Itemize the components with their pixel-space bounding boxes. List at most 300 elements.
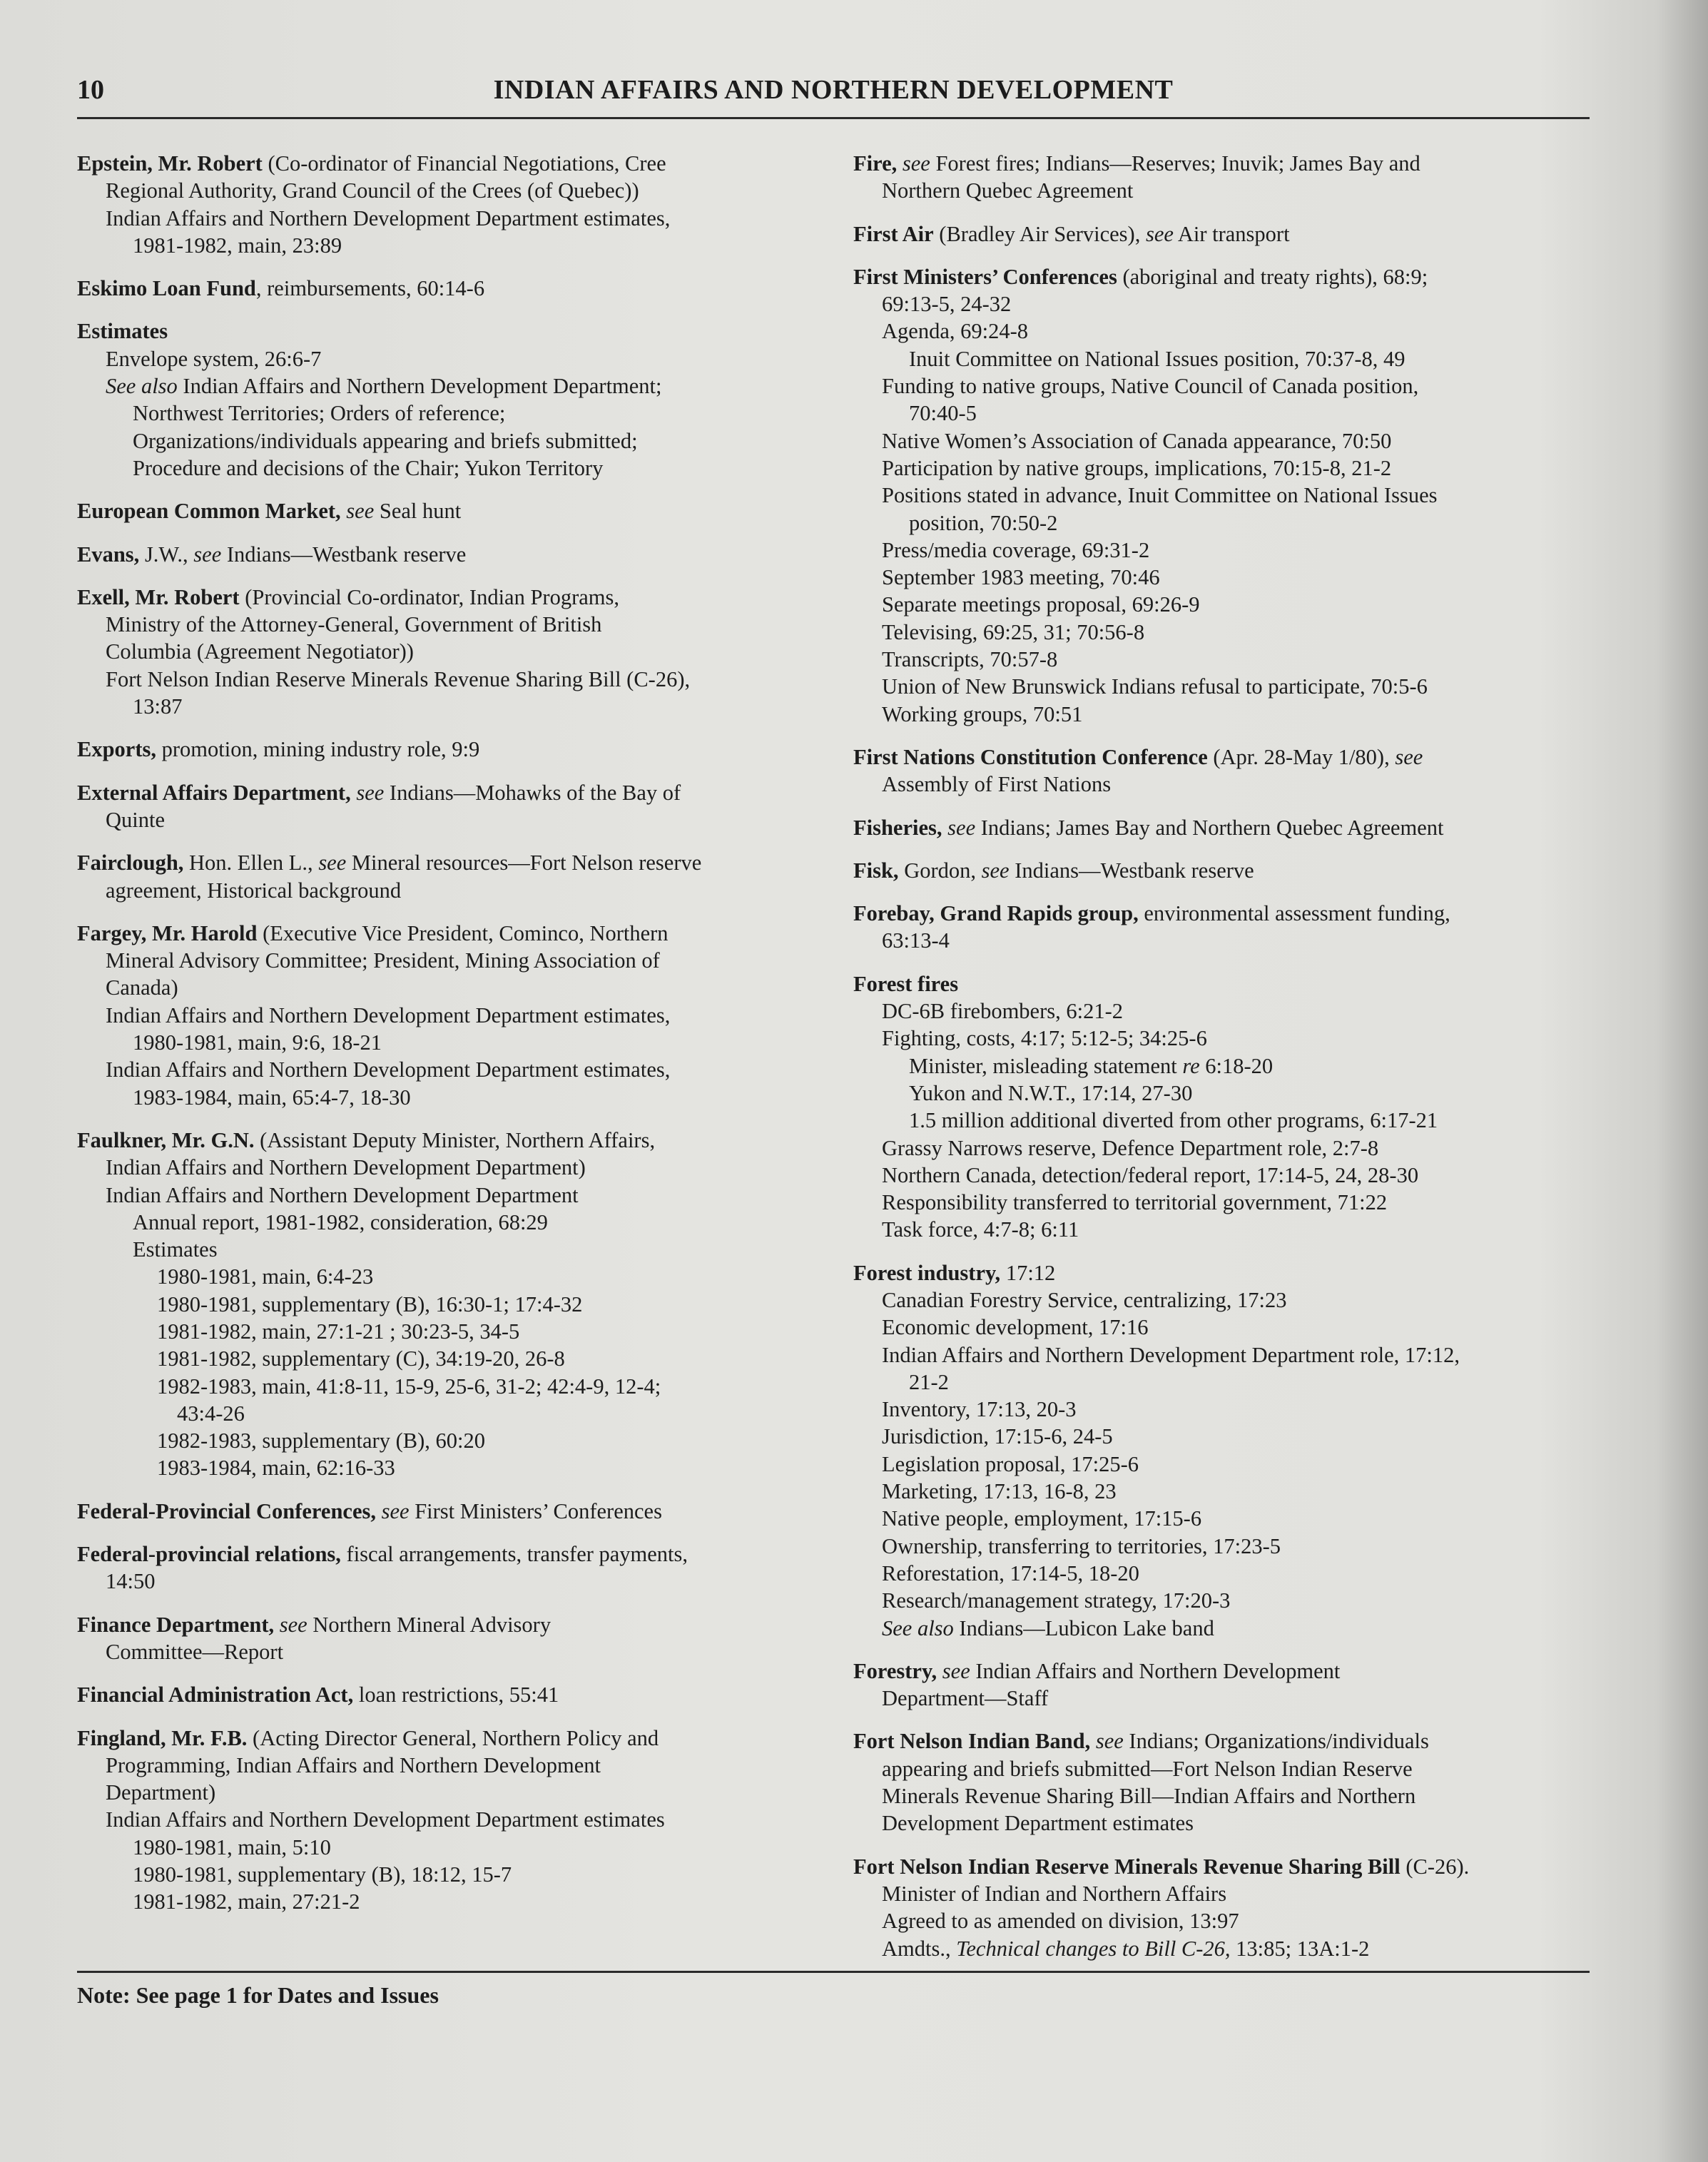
index-subentry-line <box>77 427 819 455</box>
index-text: Task force, 4:7-8; 6:11 <box>882 1217 1079 1242</box>
footer-note: Note: See page 1 for Dates and Issues <box>77 1982 439 2008</box>
index-subentry-line <box>853 1162 1567 1189</box>
index-subentry-line <box>77 1779 819 1806</box>
index-text: Grassy Narrows reserve, Defence Department role, 2:7-8 <box>882 1135 1379 1160</box>
index-text: appearing and briefs submitted—Fort Nelson Indian Reserve <box>882 1756 1413 1781</box>
index-subentry-line <box>853 345 1567 372</box>
index-subentry-line <box>77 1154 819 1181</box>
index-text <box>1090 1729 1096 1753</box>
index-subentry-line <box>77 666 819 693</box>
index-term: Fisk, <box>853 858 899 883</box>
index-text: Annual report, 1981-1982, consideration, 68:29 <box>133 1209 548 1234</box>
index-text: Northwest Territories; Orders of reference; <box>133 401 506 426</box>
index-text: Indian Affairs and Northern Development Department; <box>177 374 662 399</box>
index-term: Federal-provincial relations, <box>77 1542 341 1567</box>
index-entry <box>853 1727 1567 1837</box>
index-term: Financial Administration Act, <box>77 1683 354 1707</box>
index-text: Indians—Westbank reserve <box>1009 858 1254 883</box>
index-text: Northern Quebec Agreement <box>882 178 1134 203</box>
index-text: Indian Affairs and Northern Development Department estimates, <box>106 1057 671 1082</box>
index-term: First Air <box>853 221 934 246</box>
index-heading-line <box>77 275 819 302</box>
index-subentry-line <box>853 1880 1567 1907</box>
index-text: Minister, misleading statement <box>909 1053 1183 1078</box>
index-subentry-line <box>853 771 1567 798</box>
index-subentry-line <box>853 1341 1567 1369</box>
index-text: Indians; James Bay and Northern Quebec Agreement <box>975 815 1444 840</box>
index-text: 1983-1984, main, 65:4-7, 18-30 <box>133 1085 411 1110</box>
index-text: 1980-1981, supplementary (B), 16:30-1; 17:4-32 <box>157 1291 583 1316</box>
index-text: Assembly of First Nations <box>882 772 1112 797</box>
index-entry <box>77 1127 819 1482</box>
index-text: Ownership, transferring to territories, 17:23-5 <box>882 1533 1281 1558</box>
index-text: position, 70:50-2 <box>909 510 1058 535</box>
index-entry <box>853 263 1567 728</box>
index-subentry-line <box>77 877 819 904</box>
index-entry <box>853 1853 1567 1962</box>
index-text: see <box>902 151 930 176</box>
index-subentry-line <box>853 673 1567 700</box>
index-term: Faulkner, Mr. G.N. <box>77 1127 255 1152</box>
index-text: September 1983 meeting, 70:46 <box>882 565 1160 590</box>
index-heading-line <box>77 920 819 947</box>
index-text: (C-26). <box>1400 1854 1470 1879</box>
index-text: environmental assessment funding, <box>1138 901 1450 926</box>
index-subentry-line <box>853 1451 1567 1478</box>
index-subentry-line <box>853 1189 1567 1216</box>
index-subentry-line <box>853 509 1567 537</box>
index-term: Forestry, <box>853 1658 937 1683</box>
index-subentry-line <box>853 290 1567 318</box>
index-entry <box>77 275 819 302</box>
index-term: Forest industry, <box>853 1260 1001 1285</box>
footer-rule <box>77 1971 1590 1973</box>
index-text: see <box>279 1612 307 1637</box>
index-heading-line <box>77 1541 819 1568</box>
index-heading-line <box>853 1259 1567 1286</box>
index-text: (Bradley Air Services), <box>933 221 1146 246</box>
index-text: Legislation proposal, 17:25-6 <box>882 1451 1139 1476</box>
index-subentry-line <box>853 998 1567 1025</box>
index-entry <box>853 1658 1567 1712</box>
index-term: Evans, <box>77 542 140 567</box>
index-entry <box>77 1725 819 1916</box>
index-heading-line <box>77 318 819 345</box>
index-subentry-line <box>853 400 1567 427</box>
index-heading-line <box>77 150 819 177</box>
index-subentry-line <box>853 1907 1567 1934</box>
index-subentry-line <box>853 1587 1567 1614</box>
index-entry <box>853 857 1567 884</box>
header-rule <box>77 117 1590 119</box>
index-text <box>897 151 903 176</box>
index-subentry-line <box>853 1396 1567 1423</box>
index-text: see <box>346 499 375 524</box>
index-text: DC-6B firebombers, 6:21-2 <box>882 999 1123 1024</box>
index-heading-line <box>853 857 1567 884</box>
index-subentry-line <box>77 1752 819 1779</box>
index-text: Air transport <box>1173 221 1290 246</box>
index-subentry-line <box>853 1505 1567 1532</box>
index-heading-line <box>77 1127 819 1154</box>
index-heading-line <box>853 220 1567 248</box>
index-text: Union of New Brunswick Indians refusal to participate, 70:5-6 <box>882 674 1428 699</box>
index-subentry-line <box>853 591 1567 618</box>
index-subentry-line <box>853 1755 1567 1782</box>
index-text: Envelope system, 26:6-7 <box>106 346 322 371</box>
index-term: First Nations Constitution Conference <box>853 744 1208 769</box>
index-text: see <box>381 1498 410 1523</box>
index-subentry-line <box>853 1478 1567 1505</box>
index-text: 1981-1982, main, 23:89 <box>133 233 342 258</box>
index-text: re <box>1182 1053 1200 1078</box>
index-text: 1980-1981, main, 6:4-23 <box>157 1264 374 1289</box>
index-term: Fairclough, <box>77 851 184 876</box>
index-text: Indian Affairs and Northern Development Department estimates <box>106 1807 665 1832</box>
index-heading-line <box>77 1681 819 1708</box>
index-text: Indian Affairs and Northern Development Department) <box>106 1155 586 1180</box>
index-text: 1983-1984, main, 62:16-33 <box>157 1456 395 1481</box>
index-text: Canada) <box>106 975 178 1000</box>
page-number: 10 <box>77 75 104 105</box>
index-heading-line <box>77 736 819 763</box>
index-text: 70:40-5 <box>909 401 977 426</box>
index-text: 14:50 <box>106 1569 156 1594</box>
index-text: Indians—Mohawks of the Bay of <box>384 780 681 805</box>
index-text: 13:85; 13A:1-2 <box>1230 1936 1370 1961</box>
index-text: Indians—Lubicon Lake band <box>953 1615 1214 1640</box>
index-text: Indian Affairs and Northern Development Department estimates, <box>106 205 671 230</box>
index-text: Department—Staff <box>882 1686 1049 1711</box>
index-text: Regional Authority, Grand Council of the Crees (of Quebec)) <box>106 178 639 203</box>
index-entry <box>77 497 819 524</box>
index-text: Mineral resources—Fort Nelson reserve <box>346 851 702 876</box>
index-text: Separate meetings proposal, 69:26-9 <box>882 592 1200 617</box>
index-text: see <box>1395 744 1423 769</box>
index-subentry-line <box>853 1314 1567 1341</box>
index-entry <box>77 1611 819 1666</box>
index-heading-line <box>853 150 1567 177</box>
index-subentry-line <box>77 1806 819 1833</box>
index-text: 1981-1982, main, 27:21-2 <box>133 1889 360 1914</box>
index-subentry-line <box>853 1025 1567 1052</box>
index-term: Fort Nelson Indian Band, <box>853 1729 1091 1754</box>
index-text: Native people, employment, 17:15-6 <box>882 1506 1202 1531</box>
index-term: Fargey, Mr. Harold <box>77 920 258 945</box>
index-entry <box>853 814 1567 841</box>
index-text: Agenda, 69:24-8 <box>882 319 1028 344</box>
index-heading-line <box>77 1725 819 1752</box>
index-text: (Apr. 28-May 1/80), <box>1207 744 1396 769</box>
index-text: (Executive Vice President, Cominco, Northern <box>257 920 669 945</box>
index-subentry-line <box>77 1318 819 1345</box>
index-text <box>937 1659 942 1683</box>
index-subentry-line <box>77 947 819 974</box>
index-text: 17:12 <box>1000 1260 1056 1285</box>
index-entry <box>853 970 1567 1244</box>
index-text: Technical changes to Bill C-26, <box>956 1936 1231 1961</box>
index-entry <box>77 920 819 1111</box>
index-text: (Assistant Deputy Minister, Northern Affairs, <box>254 1127 656 1152</box>
index-text: see <box>942 1658 970 1683</box>
index-subentry-line <box>77 1373 819 1400</box>
index-subentry-line <box>77 974 819 1001</box>
index-entry <box>77 1681 819 1708</box>
index-term: Fisheries, <box>853 815 942 840</box>
index-heading-line <box>853 1658 1567 1685</box>
index-text: Reforestation, 17:14-5, 18-20 <box>882 1560 1139 1585</box>
index-text: Mineral Advisory Committee; President, Mining Association of <box>106 948 660 973</box>
index-text: Agreed to as amended on division, 13:97 <box>882 1909 1239 1934</box>
index-subentry-line <box>853 1216 1567 1243</box>
index-text: Indian Affairs and Northern Development Department estimates, <box>106 1003 671 1027</box>
index-term: Exell, Mr. Robert <box>77 584 240 609</box>
index-heading-line <box>77 779 819 806</box>
index-text <box>376 1499 382 1523</box>
index-text: see <box>1145 221 1174 246</box>
index-text: Positions stated in advance, Inuit Committee on National Issues <box>882 483 1438 508</box>
index-heading-line <box>77 497 819 524</box>
index-text: First Ministers’ Conferences <box>409 1498 662 1523</box>
index-term: Eskimo Loan Fund <box>77 276 256 301</box>
index-text: Fort Nelson Indian Reserve Minerals Revenue Sharing Bill (C-26), <box>106 666 691 691</box>
index-subentry-line <box>77 1400 819 1427</box>
index-text: , reimbursements, 60:14-6 <box>255 276 485 301</box>
index-subentry-line <box>853 455 1567 482</box>
index-text: see <box>318 851 347 876</box>
index-entry <box>853 900 1567 955</box>
index-term: Epstein, Mr. Robert <box>77 151 263 176</box>
index-text: Northern Mineral Advisory <box>307 1612 551 1637</box>
index-text: (aboriginal and treaty rights), 68:9; <box>1117 264 1428 289</box>
index-text: Inuit Committee on National Issues position, 70:37-8, 49 <box>909 346 1405 371</box>
index-heading-line <box>853 900 1567 927</box>
index-text: (Acting Director General, Northern Policy and <box>247 1725 659 1750</box>
index-heading-line <box>77 1498 819 1525</box>
index-text: Indian Affairs and Northern Development Department role, 17:12, <box>882 1342 1460 1367</box>
index-subentry-line <box>77 693 819 720</box>
index-heading-line <box>77 1611 819 1638</box>
index-text: Responsibility transferred to territorial government, 71:22 <box>882 1190 1388 1215</box>
index-entry <box>77 584 819 720</box>
running-header <box>77 74 1590 117</box>
index-text: 1980-1981, supplementary (B), 18:12, 15-7 <box>133 1862 512 1887</box>
index-subentry-line <box>853 1369 1567 1396</box>
index-subentry-line <box>853 1685 1567 1712</box>
index-text: Indians; Organizations/individuals <box>1123 1729 1429 1754</box>
index-text: see <box>356 780 385 805</box>
index-subentry-line <box>853 927 1567 954</box>
index-entry <box>77 736 819 763</box>
index-term: Forebay, Grand Rapids group, <box>853 901 1139 926</box>
index-entry <box>77 849 819 904</box>
index-term: Fort Nelson Indian Reserve Minerals Revenue Sharing Bill <box>853 1854 1401 1879</box>
index-subentry-line <box>853 372 1567 400</box>
index-subentry-line <box>77 1638 819 1665</box>
index-text: see <box>193 542 222 567</box>
index-entry <box>77 541 819 568</box>
index-text: agreement, Historical background <box>106 878 402 903</box>
index-text: Columbia (Agreement Negotiator)) <box>106 639 414 664</box>
index-subentry-line <box>853 564 1567 591</box>
index-text: Minerals Revenue Sharing Bill—Indian Affairs and Northern <box>882 1784 1416 1809</box>
index-heading-line <box>853 743 1567 771</box>
index-subentry-line <box>853 1052 1567 1080</box>
index-subentry-line <box>77 372 819 400</box>
index-subentry-line <box>853 1423 1567 1450</box>
index-term: Federal-Provincial Conferences, <box>77 1498 376 1523</box>
index-text <box>274 1613 280 1637</box>
index-subentry-line <box>77 455 819 482</box>
index-text: Committee—Report <box>106 1639 284 1664</box>
index-text: 43:4-26 <box>177 1401 245 1426</box>
index-text: 1981-1982, supplementary (C), 34:19-20, 26-8 <box>157 1346 565 1371</box>
index-subentry-line <box>853 1810 1567 1837</box>
index-text: 1981-1982, main, 27:1-21 ; 30:23-5, 34-5 <box>157 1319 520 1344</box>
index-subentry-line <box>853 177 1567 204</box>
index-text: Jurisdiction, 17:15-6, 24-5 <box>882 1424 1113 1449</box>
index-subentry-line <box>853 1533 1567 1560</box>
index-text: promotion, mining industry role, 9:9 <box>156 737 480 762</box>
index-text: Televising, 69:25, 31; 70:56-8 <box>882 619 1145 644</box>
index-subentry-line <box>853 318 1567 345</box>
index-subentry-line <box>853 1782 1567 1810</box>
index-text: loan restrictions, 55:41 <box>353 1683 559 1707</box>
index-text: Forest fires; Indians—Reserves; Inuvik; James Bay and <box>930 151 1420 176</box>
index-entry <box>77 1498 819 1525</box>
index-heading-line <box>853 263 1567 290</box>
index-text: Economic development, 17:16 <box>882 1315 1149 1340</box>
index-text: Minister of Indian and Northern Affairs <box>882 1881 1227 1906</box>
index-subentry-line <box>77 232 819 259</box>
index-subentry-line <box>77 1002 819 1029</box>
index-text: Hon. Ellen L., <box>183 851 319 876</box>
index-heading-line <box>853 970 1567 998</box>
index-term: Estimates <box>77 319 168 344</box>
index-text: Participation by native groups, implications, 70:15-8, 21-2 <box>882 455 1392 480</box>
right-column <box>853 150 1567 1978</box>
index-subentry-line <box>77 1345 819 1372</box>
index-text: Inventory, 17:13, 20-3 <box>882 1397 1077 1422</box>
index-subentry-line <box>77 1236 819 1263</box>
index-entry <box>853 743 1567 798</box>
index-heading-line <box>853 1727 1567 1755</box>
index-term: Forest fires <box>853 971 959 996</box>
index-term: Fingland, Mr. F.B. <box>77 1725 248 1750</box>
index-subentry-line <box>853 1107 1567 1134</box>
index-text: Development Department estimates <box>882 1811 1194 1836</box>
index-term: External Affairs Department, <box>77 780 351 805</box>
index-subentry-line <box>77 345 819 372</box>
index-subentry-line <box>853 1615 1567 1642</box>
index-term: Exports, <box>77 737 156 762</box>
index-heading-line <box>77 541 819 568</box>
index-text: Indian Affairs and Northern Development <box>970 1658 1341 1683</box>
index-subentry-line <box>77 1454 819 1481</box>
index-subentry-line <box>77 611 819 638</box>
index-subentry-line <box>853 1935 1567 1962</box>
index-subentry-line <box>77 1834 819 1861</box>
index-subentry-line <box>853 1560 1567 1587</box>
index-entry <box>77 1541 819 1595</box>
index-subentry-line <box>853 482 1567 509</box>
index-text: 1982-1983, main, 41:8-11, 15-9, 25-6, 31-2; 42:4-9, 12-4; <box>157 1374 661 1399</box>
index-term: Fire, <box>853 151 898 176</box>
running-title: INDIAN AFFAIRS AND NORTHERN DEVELOPMENT <box>493 75 1174 105</box>
index-subentry-line <box>77 177 819 204</box>
index-text: Quinte <box>106 807 166 832</box>
index-text: Working groups, 70:51 <box>882 701 1083 726</box>
index-subentry-line <box>77 1084 819 1111</box>
index-subentry-line <box>77 1263 819 1290</box>
index-entry <box>853 150 1567 205</box>
index-text: Northern Canada, detection/federal report, 17:14-5, 24, 28-30 <box>882 1162 1419 1187</box>
index-term: European Common Market, <box>77 499 341 524</box>
index-term: Finance Department, <box>77 1612 275 1637</box>
index-text: Department) <box>106 1780 216 1805</box>
index-text: Canadian Forestry Service, centralizing, 17:23 <box>882 1287 1287 1312</box>
index-subentry-line <box>853 427 1567 455</box>
index-text: Programming, Indian Affairs and Northern Development <box>106 1752 601 1777</box>
index-text: 1.5 million additional diverted from other programs, 6:17-21 <box>909 1108 1438 1133</box>
index-text: see <box>981 858 1010 883</box>
index-text: See also <box>882 1615 954 1640</box>
index-text: Research/management strategy, 17:20-3 <box>882 1588 1231 1613</box>
index-text: Estimates <box>133 1237 218 1262</box>
index-heading-line <box>77 584 819 611</box>
index-text: Transcripts, 70:57-8 <box>882 647 1058 672</box>
index-text: Organizations/individuals appearing and briefs submitted; <box>133 428 638 453</box>
index-text: Yukon and N.W.T., 17:14, 27-30 <box>909 1080 1193 1105</box>
index-text: Gordon, <box>898 858 982 883</box>
index-entry <box>77 318 819 482</box>
index-text: 6:18-20 <box>1199 1053 1274 1078</box>
index-subentry-line <box>853 646 1567 673</box>
index-text: Press/media coverage, 69:31-2 <box>882 537 1150 562</box>
index-text: fiscal arrangements, transfer payments, <box>340 1542 688 1567</box>
index-text: Funding to native groups, Native Council of Canada position, <box>882 374 1419 399</box>
index-subentry-line <box>853 1135 1567 1162</box>
index-text: Indians—Westbank reserve <box>221 542 467 567</box>
index-text <box>942 816 948 840</box>
index-subentry-line <box>853 701 1567 728</box>
index-text: See also <box>106 374 178 399</box>
index-subentry-line <box>77 1861 819 1888</box>
index-text: (Provincial Co-ordinator, Indian Programs, <box>239 584 620 609</box>
index-subentry-line <box>77 806 819 833</box>
index-subentry-line <box>853 1080 1567 1107</box>
index-text: 21-2 <box>909 1369 949 1394</box>
index-text: see <box>947 815 976 840</box>
index-entry <box>77 150 819 259</box>
index-heading-line <box>77 849 819 876</box>
index-subentry-line <box>77 400 819 427</box>
index-text: Procedure and decisions of the Chair; Yukon Territory <box>133 455 604 480</box>
index-entry <box>853 1259 1567 1642</box>
index-subentry-line <box>77 205 819 232</box>
index-text: Fighting, costs, 4:17; 5:12-5; 34:25-6 <box>882 1026 1207 1051</box>
index-text: Marketing, 17:13, 16-8, 23 <box>882 1479 1117 1504</box>
index-subentry-line <box>77 1291 819 1318</box>
index-subentry-line <box>77 1568 819 1595</box>
index-subentry-line <box>77 1209 819 1236</box>
index-text: 63:13-4 <box>882 928 950 953</box>
index-text: 13:87 <box>133 694 183 719</box>
index-subentry-line <box>77 1029 819 1056</box>
index-text: 1982-1983, supplementary (B), 60:20 <box>157 1428 485 1453</box>
index-subentry-line <box>853 537 1567 564</box>
index-text: 69:13-5, 24-32 <box>882 292 1012 317</box>
